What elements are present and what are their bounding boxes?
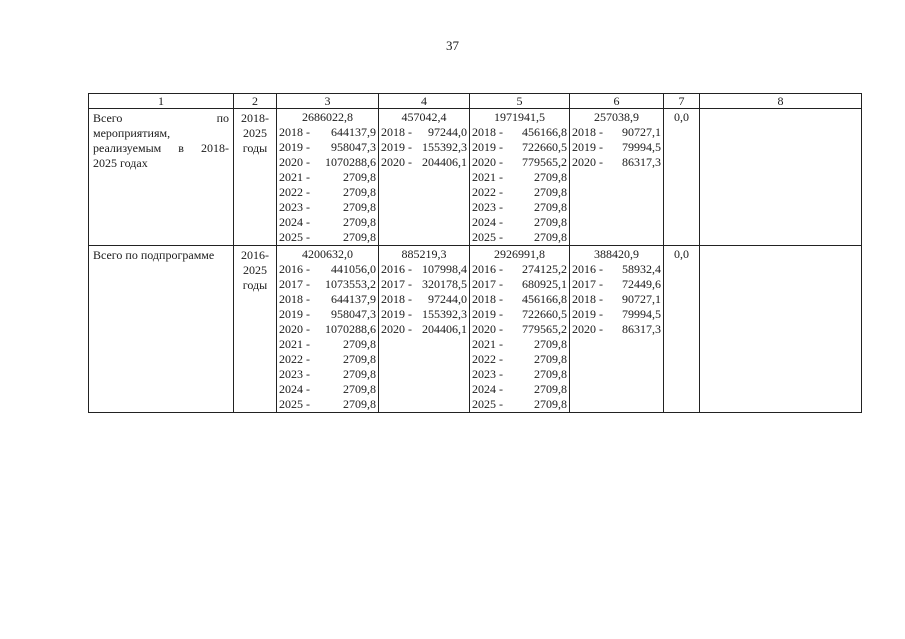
amount-year-row <box>572 140 661 155</box>
year-label: 2017 - <box>572 277 603 291</box>
year-value: 2709,8 <box>534 352 567 366</box>
year-value: 1073553,2 <box>325 277 376 291</box>
period-line: годы <box>242 141 268 155</box>
year-value: 1070288,6 <box>325 322 376 336</box>
amount-year-row <box>472 397 567 412</box>
amount-year-row <box>472 322 567 337</box>
year-label: 2016 - <box>381 262 412 276</box>
amount-year-row <box>381 155 467 170</box>
year-value: 79994,5 <box>622 140 661 154</box>
year-value: 2709,8 <box>343 367 376 381</box>
year-value: 722660,5 <box>522 307 567 321</box>
year-label: 2016 - <box>472 262 503 276</box>
year-label: 2020 - <box>572 322 603 336</box>
amount-year-row <box>472 382 567 397</box>
year-value: 958047,3 <box>331 140 376 154</box>
measure-name-cell <box>89 246 234 413</box>
year-value: 958047,3 <box>331 307 376 321</box>
year-value: 2709,8 <box>534 382 567 396</box>
year-value: 155392,3 <box>422 140 467 154</box>
amount-cell-5 <box>470 246 570 413</box>
amount-year-row <box>279 337 376 352</box>
amount-cell-5 <box>470 109 570 246</box>
amount-total: 2926991,8 <box>494 247 545 261</box>
amount-year-row <box>279 292 376 307</box>
amount-year-row <box>472 185 567 200</box>
year-value: 456166,8 <box>522 125 567 139</box>
year-value: 2709,8 <box>343 382 376 396</box>
amount-year-row <box>572 262 661 277</box>
amount-total: 1971941,5 <box>494 110 545 124</box>
header-cell-7: 7 <box>664 94 700 109</box>
year-label: 2023 - <box>279 200 310 214</box>
amount-year-row <box>381 140 467 155</box>
period-line: 2016- <box>241 248 269 262</box>
year-value: 644137,9 <box>331 125 376 139</box>
col7-cell: 0,0 <box>664 246 700 413</box>
year-label: 2025 - <box>472 397 503 411</box>
amount-total: 4200632,0 <box>302 247 353 261</box>
amount-year-row <box>572 292 661 307</box>
year-value: 2709,8 <box>534 170 567 184</box>
year-label: 2021 - <box>279 170 310 184</box>
amount-year-row <box>572 277 661 292</box>
amount-total: 457042,4 <box>401 110 447 124</box>
amount-year-row <box>279 200 376 215</box>
amount-year-row <box>279 155 376 170</box>
year-label: 2022 - <box>279 185 310 199</box>
year-value: 2709,8 <box>534 367 567 381</box>
year-label: 2021 - <box>472 337 503 351</box>
amount-year-row <box>279 352 376 367</box>
year-label: 2020 - <box>279 322 310 336</box>
table-row <box>89 109 862 246</box>
year-label: 2020 - <box>381 322 412 336</box>
period-cell <box>234 109 277 246</box>
year-value: 97244,0 <box>428 125 467 139</box>
year-label: 2019 - <box>381 140 412 154</box>
measure-name-line: Всего по <box>93 111 229 125</box>
year-value: 2709,8 <box>343 200 376 214</box>
period-line: годы <box>242 278 268 292</box>
year-label: 2022 - <box>472 352 503 366</box>
col8-cell <box>700 246 862 413</box>
year-label: 2020 - <box>472 322 503 336</box>
amount-year-row <box>279 322 376 337</box>
page-number: 37 <box>446 38 459 53</box>
year-value: 2709,8 <box>343 397 376 411</box>
year-label: 2018 - <box>572 292 603 306</box>
amount-year-row <box>381 277 467 292</box>
year-label: 2024 - <box>472 215 503 229</box>
amount-year-row <box>472 200 567 215</box>
year-label: 2018 - <box>279 125 310 139</box>
year-value: 2709,8 <box>343 337 376 351</box>
col8-cell <box>700 109 862 246</box>
amount-year-row <box>381 292 467 307</box>
year-label: 2023 - <box>472 200 503 214</box>
year-value: 86317,3 <box>622 155 661 169</box>
amount-year-row <box>279 215 376 230</box>
year-value: 2709,8 <box>534 215 567 229</box>
year-value: 90727,1 <box>622 292 661 306</box>
year-value: 107998,4 <box>422 262 467 276</box>
amount-cell-4 <box>379 109 470 246</box>
header-row <box>89 94 862 109</box>
year-value: 2709,8 <box>343 170 376 184</box>
year-label: 2022 - <box>279 352 310 366</box>
financing-table <box>88 93 862 413</box>
amount-year-row <box>472 155 567 170</box>
year-label: 2025 - <box>279 230 310 244</box>
amount-year-row <box>472 170 567 185</box>
period-line: 2025 <box>243 126 267 140</box>
year-label: 2018 - <box>472 292 503 306</box>
period-cell <box>234 246 277 413</box>
year-label: 2023 - <box>279 367 310 381</box>
amount-cell-3 <box>277 109 379 246</box>
period-line: 2018- <box>241 111 269 125</box>
amount-year-row <box>572 307 661 322</box>
year-value: 1070288,6 <box>325 155 376 169</box>
year-value: 2709,8 <box>534 185 567 199</box>
year-label: 2017 - <box>279 277 310 291</box>
amount-year-row <box>472 140 567 155</box>
amount-total: 2686022,8 <box>302 110 353 124</box>
amount-year-row <box>381 125 467 140</box>
year-value: 79994,5 <box>622 307 661 321</box>
year-label: 2025 - <box>279 397 310 411</box>
year-value: 72449,6 <box>622 277 661 291</box>
year-value: 2709,8 <box>534 337 567 351</box>
year-label: 2019 - <box>472 140 503 154</box>
year-label: 2022 - <box>472 185 503 199</box>
year-label: 2019 - <box>472 307 503 321</box>
year-label: 2024 - <box>279 215 310 229</box>
amount-year-row <box>279 307 376 322</box>
year-value: 97244,0 <box>428 292 467 306</box>
year-label: 2017 - <box>381 277 412 291</box>
year-label: 2020 - <box>572 155 603 169</box>
year-value: 2709,8 <box>343 215 376 229</box>
amount-year-row <box>279 382 376 397</box>
amount-year-row <box>279 185 376 200</box>
year-value: 2709,8 <box>534 230 567 244</box>
year-value: 320178,5 <box>422 277 467 291</box>
year-label: 2018 - <box>279 292 310 306</box>
amount-year-row <box>472 230 567 245</box>
col7-cell: 0,0 <box>664 109 700 246</box>
year-value: 204406,1 <box>422 322 467 336</box>
amount-total: 388420,9 <box>594 247 639 261</box>
year-value: 2709,8 <box>343 230 376 244</box>
amount-cell-3 <box>277 246 379 413</box>
header-cell-6: 6 <box>570 94 664 109</box>
amount-total: 257038,9 <box>594 110 639 124</box>
year-label: 2020 - <box>381 155 412 169</box>
year-label: 2020 - <box>279 155 310 169</box>
year-label: 2025 - <box>472 230 503 244</box>
year-value: 204406,1 <box>422 155 467 169</box>
year-value: 680925,1 <box>522 277 567 291</box>
measure-name-line: реализуемым в 2018- <box>93 141 229 155</box>
year-value: 644137,9 <box>331 292 376 306</box>
header-cell-8: 8 <box>700 94 862 109</box>
header-cell-5: 5 <box>470 94 570 109</box>
amount-year-row <box>472 215 567 230</box>
amount-year-row <box>279 140 376 155</box>
amount-year-row <box>472 277 567 292</box>
amount-year-row <box>472 125 567 140</box>
year-label: 2019 - <box>279 140 310 154</box>
amount-cell-6 <box>570 109 664 246</box>
amount-cell-6 <box>570 246 664 413</box>
year-label: 2021 - <box>279 337 310 351</box>
year-label: 2019 - <box>572 140 603 154</box>
amount-year-row <box>472 307 567 322</box>
year-value: 722660,5 <box>522 140 567 154</box>
year-label: 2018 - <box>472 125 503 139</box>
amount-year-row <box>279 125 376 140</box>
amount-year-row <box>572 155 661 170</box>
measure-name-line: мероприятиям, <box>93 126 171 140</box>
header-cell-2: 2 <box>234 94 277 109</box>
amount-year-row <box>279 262 376 277</box>
year-label: 2018 - <box>381 125 412 139</box>
year-value: 456166,8 <box>522 292 567 306</box>
measure-name-line: Всего по подпрограмме <box>93 248 215 262</box>
amount-year-row <box>472 367 567 382</box>
header-cell-4: 4 <box>379 94 470 109</box>
year-label: 2019 - <box>572 307 603 321</box>
year-value: 2709,8 <box>343 185 376 199</box>
year-value: 58932,4 <box>622 262 661 276</box>
year-value: 779565,2 <box>522 322 567 336</box>
year-label: 2019 - <box>381 307 412 321</box>
year-label: 2023 - <box>472 367 503 381</box>
year-value: 441056,0 <box>331 262 376 276</box>
header-cell-3: 3 <box>277 94 379 109</box>
amount-year-row <box>381 262 467 277</box>
amount-year-row <box>381 307 467 322</box>
year-value: 2709,8 <box>343 352 376 366</box>
year-value: 2709,8 <box>534 397 567 411</box>
measure-name-line: 2025 годах <box>93 156 148 170</box>
year-label: 2017 - <box>472 277 503 291</box>
amount-year-row <box>472 352 567 367</box>
year-label: 2016 - <box>572 262 603 276</box>
amount-cell-4 <box>379 246 470 413</box>
amount-year-row <box>472 262 567 277</box>
year-value: 86317,3 <box>622 322 661 336</box>
amount-year-row <box>279 367 376 382</box>
amount-year-row <box>279 230 376 245</box>
header-cell-1: 1 <box>89 94 234 109</box>
amount-year-row <box>572 125 661 140</box>
amount-year-row <box>381 322 467 337</box>
amount-total: 885219,3 <box>401 247 447 261</box>
amount-year-row <box>279 397 376 412</box>
period-line: 2025 <box>243 263 267 277</box>
year-label: 2018 - <box>381 292 412 306</box>
measure-name-cell <box>89 109 234 246</box>
amount-year-row <box>279 170 376 185</box>
amount-year-row <box>472 292 567 307</box>
amount-year-row <box>572 322 661 337</box>
year-value: 155392,3 <box>422 307 467 321</box>
amount-year-row <box>472 337 567 352</box>
year-value: 90727,1 <box>622 125 661 139</box>
year-value: 274125,2 <box>522 262 567 276</box>
table-row <box>89 246 862 413</box>
amount-year-row <box>279 277 376 292</box>
year-label: 2018 - <box>572 125 603 139</box>
year-label: 2019 - <box>279 307 310 321</box>
year-value: 2709,8 <box>534 200 567 214</box>
year-label: 2016 - <box>279 262 310 276</box>
year-label: 2024 - <box>279 382 310 396</box>
year-value: 779565,2 <box>522 155 567 169</box>
year-label: 2020 - <box>472 155 503 169</box>
year-label: 2021 - <box>472 170 503 184</box>
year-label: 2024 - <box>472 382 503 396</box>
